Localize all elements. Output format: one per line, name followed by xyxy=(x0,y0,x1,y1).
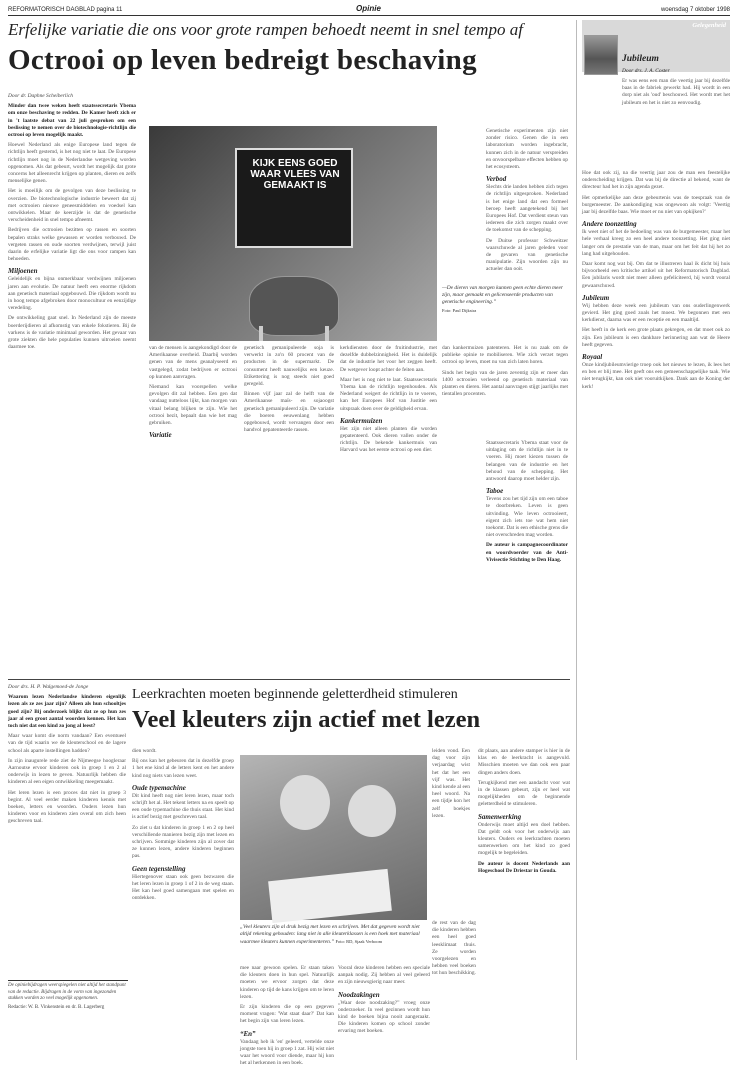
subhead-en: “En” xyxy=(240,1029,256,1038)
paragraph: De ontwikkeling gaat snel. In Nederland zijn de meeste boerderijdieren al afkomstig van enkele fokstieren. Bij de varkens is de variatie minimaal geworden. Het gevaar van grote ziekten die hele populaties kunnen uitroeien neemt daarmee toe. xyxy=(8,315,136,351)
paragraph: Bij ons kan het gebeuren dat in dezelfde groep 1 het ene kind al de letters kent en het andere kind nog niets van lezen weet. xyxy=(132,758,234,779)
paragraph: Vooral deze kinderen hebben een speciale aanpak nodig. Zij hebben al veel geleerd en zijn nieuwsgierig naar meer. xyxy=(338,965,430,986)
paragraph: Zo ziet u dat kinderen in groep 1 en 2 op heel verschillende manieren bezig zijn met lezen en schrijven. Sommige kinderen zijn al zover dat ze kunnen lezen, andere kinderen beginnen pas. xyxy=(132,824,234,860)
article2-photo xyxy=(240,755,427,920)
paragraph: Binnen vijf jaar zal de helft van de Amerikaanse maïs- en sojaoogst genetisch gemanipuleerd zijn. De variatie die boeren eeuwenlang hebben opgebouwd, wordt vervangen door een handvol gepatenteerde rassen. xyxy=(244,391,334,434)
child-head xyxy=(280,775,330,830)
pig-legs xyxy=(259,326,329,341)
subhead-miljoenen: Miljoenen xyxy=(8,267,38,276)
photo-credit: Foto: Paul Dijkstra xyxy=(442,307,477,313)
sidebar-column xyxy=(582,20,730,1060)
paragraph: Het heeft in de kerk een grote plaats gekregen, en dat moet ook zo zijn. Een jubileum is een dankbare herinnering aan wat de Heere heeft gegeven. xyxy=(582,327,730,348)
article2-headline: Veel kleuters zijn actief met lezen xyxy=(132,706,481,733)
caption-text: —De dieren van morgen kunnen geen echte dieren meer zijn, maar gemaakt en gelicenseerde producten van genetische engineering.” xyxy=(442,285,563,306)
paragraph: Tevens zou het tijd zijn om een taboe te doorbreken. Leven is geen uitvinding. Wie leven octrooieert, eigent zich iets toe wat hem niet toekomt. Dat is een ethische grens die niet overschreden mag worden. xyxy=(486,496,568,539)
book xyxy=(268,869,392,923)
paragraph: Slechts drie landen hebben zich tegen de richtlijn uitgesproken. Nederland is het enige land dat een formeel beroep heeft aangetekend bij het Europees Hof. Dat verdient steun van iedereen die zich zorgen maakt over de toekomst van de schepping. xyxy=(486,184,568,234)
article2-photo-caption xyxy=(240,924,428,947)
paragraph: Ik weet niet of het de bedoeling was van de burgemeester, maar het hele verhaal kreeg zo een heel andere toonzetting. Het ging niet langer om de prestatie van de man, maar om het feit dat hij het zo lang had uitgehouden. xyxy=(582,229,730,257)
paragraph: Genetische experimenten zijn niet zonder risico. Genen die in een laboratorium worden ingebracht, kunnen zich in de natuur verspreiden en onvoorspelbare effecten hebben op het ecosysteem. xyxy=(486,128,568,171)
subhead-andere-toonzetting: Andere toonzetting xyxy=(582,220,637,229)
article1-lead: Minder dan twee weken heeft staatssecretaris Ybema om onze beschaving te redden. De Kamer heeft zich er in 't laatste debat van 22 juli gesproken om een beslissing te nemen over de biotechnologie-richtlijn die octrooi op leven mogelijk maakt. xyxy=(8,103,136,139)
sidebar-byline: Door drs. J. A. Coster xyxy=(622,68,670,74)
paragraph: Vandaag heb ik 'en' geleerd, vertelde onze jongste toen hij in groep 1 zat. Hij wist niet waar het woord voor diende, maar hij kon het al herkennen in een boek. xyxy=(240,1038,334,1067)
article1-headline: Octrooi op leven bedreigt beschaving xyxy=(8,44,477,76)
date: woensdag 7 oktober 1998 xyxy=(660,7,730,13)
sidebar-intro xyxy=(622,78,730,178)
article2-column-3 xyxy=(432,748,470,918)
photo-credit: Foto: RD, Sjaak Verboom xyxy=(335,939,383,945)
paragraph: Het zijn niet alleen planten die worden gepatenteerd. Ook dieren vallen onder de richtlijn. De bekende kankermuis van Harvard was het eerste octrooi op een dier. xyxy=(340,425,437,454)
article2-column-4 xyxy=(240,965,335,1067)
paragraph: De Duitse professor Schweitzer waarschuwde al jaren geleden voor de gevaren van genetische manipulatie. Zijn woorden zijn nu actueler dan ooit. xyxy=(486,237,568,273)
paragraph: Onze kindjubileumvierige troep ook het nieuws te lezen, ik lees het en ben er blij mee. Het geeft ons een gemeenschappelijke taak. Wie niet terugkijkt, kan ook niet vooruitkijken. Dank aan de Koning der kerk! xyxy=(582,362,730,390)
paragraph: mee naar gewoon spelen. Er staan taken die kleuters doen in hun spel. Natuurlijk moeten we ervoor zorgen dat deze kinderen op tijd de kans krijgen om te leren lezen. xyxy=(240,965,335,1000)
paragraph: Het leren lezen is een proces dat niet in groep 3 begint. Al veel eerder maken kinderen kennis met boeken, letters en woorden. Ouders lezen hun kinderen voor en kinderen zien overal om zich heen geschreven taal. xyxy=(8,789,126,825)
sign-text: KIJK EENS GOED WAAR VLEES VAN GEMAAKT IS xyxy=(250,158,340,191)
author-note: De auteur is campagnecoordinator en woordvoerder van de Anti-Vivisectie Stichting te Den Haag. xyxy=(486,542,568,563)
caption-text: „Veel kleuters zijn al druk bezig met lezen en schrijven. Met dat gegeven wordt niet altijd rekening gehouden: lang niet in alle kleuterklassen is een hoek met materiaal waarmee kleuters kunnen experimenteren.” xyxy=(240,924,420,946)
paragraph: van de mensen is aangekondigd door de Amerikaanse overheid. Daarbij worden genen van de mens geanalyseerd en vastgelegd, zodat bedrijven er octrooi op kunnen aanvragen. xyxy=(149,345,237,380)
sidebar-title: Jubileum xyxy=(622,54,659,64)
paragraph: Staatssecretaris Ybema staat voor de uitdaging om de richtlijn niet in te voeren. Hij moet kiezen tussen de belangen van de industrie en het behoud van de schepping. Het antwoord daarop moet helder zijn. xyxy=(486,440,568,483)
paragraph: Maar het is nog niet te laat. Staatssecretaris Ybema kan de richtlijn tegenhouden. Als Nederland weigert de richtlijn in te voeren, kan het Europees Hof van Justitie een uitspraak doen over de geldigheid ervan. xyxy=(340,376,437,412)
article1-column-1 xyxy=(8,93,136,673)
article1-column-7 xyxy=(486,440,568,675)
paragraph: kerkdiensten door de fruitindustrie, met dezelfde dubbelzinnigheid. Het is duidelijk dat de industrie het voor het zeggen heeft. De wetgever loopt achter de feiten aan. xyxy=(340,345,437,373)
article1-photo-caption xyxy=(442,285,570,315)
article1-column-6 xyxy=(486,128,568,278)
article2-column-3b xyxy=(338,965,430,1060)
article2-lead: Waarom lezen Nederlandse kinderen eigenlijk lezen als ze zes jaar zijn? Alleen als hun schooltjes goed zijn? Bij onderzoek blijkt dat ze op hun zes jaar al een groot aantal woorden kennen. Het kan toch niet dat een kind zo jong al leest? xyxy=(8,694,126,730)
paragraph: Niemand kan voorspellen welke gevolgen dit zal hebben. Een gen dat vandaag nutteloos lijkt, kan morgen van vitaal belang blijken te zijn. Wie het octrooi bezit, bepaalt dan wie het mag gebruiken. xyxy=(149,384,237,427)
paragraph: de rest van de dag die kinderen hebben een heel goed leesklimaat thuis. Ze worden voorgelezen en hebben veel boeken tot hun beschikking. xyxy=(432,920,476,977)
article1-column-2 xyxy=(149,345,237,675)
paragraph: Geleidelijk en bijna onmerkbaar verdwijnen miljoenen jaren aan evolutie. De natuur heeft een enorme rijkdom aan genetisch materiaal opgebouwd. Die rijkdom wordt nu in hoog tempo afgebroken door monocultuur en eenzijdige veredeling. xyxy=(8,276,136,312)
paragraph: Hoewel Nederland als enige Europese land tegen de richtlijn heeft gestemd, is het nog niet te laat. De Europese richtlijn moet nog in de Nederlandse wetgeving worden opgenomen. Als dat gebeurt, wordt het mogelijk dat grote concerns het alleenrecht krijgen op planten, dieren en zelfs menselijke genen. xyxy=(8,142,136,185)
paragraph: Bedrijven die octrooien bezitten op rassen en soorten bepalen straks welke gewassen er worden verbouwd. De vergeten rassen en oude soorten verdwijnen, terwijl juist daarin de erfelijke variatie ligt die ons voor rampen kan behoeden. xyxy=(8,227,136,263)
paragraph: Het opmerkelijke aan deze gebeurtenis was de toespraak van de burgemeester. De aankondiging was ongewoon als volgt: 'Veertig jaar bij dezelfde baas. Wie moet er nu niet van opkijken?' xyxy=(582,194,730,216)
paragraph: genetisch gemanipuleerde soja is verwerkt in zo'n 60 procent van de producten in de supermarkt. De consument heeft nauwelijks een keuze. Etikettering is nog steeds niet goed geregeld. xyxy=(244,345,334,388)
paragraph: leiden vond. Een dag voor zijn verjaardag wist het dat het een vijf was. Het kind kende al een heel woord. Na een tijdje kon het zelf boekjes lezen. xyxy=(432,748,470,819)
article2-column-2 xyxy=(132,748,234,1058)
subhead-samenwerking: Samenwerking xyxy=(478,812,522,821)
paragraph: Er was eens een man die veertig jaar bij dezelfde baas in de fabriek gewerkt had. Hij wordt in een dorp niet als 'oud' beschouwd. Het wordt met het jubileum en het is niet zo eenvoudig. xyxy=(622,78,730,106)
article2-kicker: Leerkrachten moeten beginnende geletterdheid stimuleren xyxy=(132,687,458,702)
article2-byline: Door drs. H. P. Walgemoed-de Jonge xyxy=(8,684,89,690)
paragraph: Onderwijs moet altijd een doel hebben. Dat geldt ook voor het onderwijs aan kleuters. Ouders en leerkrachten moeten samenwerken om het kind zo goed mogelijk te begeleiden. xyxy=(478,821,570,857)
paragraph: Hiertegenover staan ook geen bezwaren die het leren lezen in groep 1 of 2 in de weg staan. Het kan heel goed samengaan met spelen en ontdekken. xyxy=(132,873,234,902)
article1-column-4 xyxy=(340,345,437,675)
article1-photo xyxy=(149,126,437,341)
subhead-jubileum: Jubileum xyxy=(582,293,610,302)
article1-byline: Door dr. Daphne Scheiberlich xyxy=(8,93,73,99)
column-divider xyxy=(576,20,577,1060)
paragraph: Er zijn kinderen die op een gegeven moment vragen: 'Wat staat daar?' Dat kan het begin zijn van leren lezen. xyxy=(240,1004,334,1025)
footnote-editors: Redactie: W. B. Vinkenstein en dr. B. Lagerberg xyxy=(8,1004,105,1010)
subhead-taboe: Taboe xyxy=(486,487,504,496)
page-header xyxy=(8,5,730,16)
paragraph: Dit kind heeft nog niet leren lezen, maar toch schrijft het al. Het tekent letters na en speelt op een oude typemachine die thuis staat. Het kind is actief bezig met geschreven taal. xyxy=(132,792,234,821)
paragraph: Daar komt nog wat bij. Om dat te illustreren haal ik dicht bij huis bijvoorbeeld een kritische artikel uit het Reformatorisch Dagblad. Een jubilaris wordt niet meer alleen gefeliciteerd, hij wordt vooral gewaarschuwd. xyxy=(582,261,730,289)
paragraph: In zijn inaugurele rede ziet de Nijmeegse hoogleraar Aarnoutse ervoor kinderen ook in groep 1 en 2 al onderwijs in lezen te geven. Natuurlijk hebben die kinderen al een eigen ontwikkeling meegemaakt. xyxy=(8,757,126,786)
section-title: Opinie xyxy=(356,4,381,13)
article1-column-3 xyxy=(244,345,334,675)
sidebar-tag: Gelegenheid xyxy=(692,22,726,29)
paragraph: Wij hebben deze week een jubileum van ons ouderlingenwerk gevierd. Het ging goed zoals het moest. We begonnen met een kerkdienst, daarna was er een receptie en een maaltijd. xyxy=(582,302,730,324)
paragraph: Sinds het begin van de jaren zeventig zijn er meer dan 1400 octrooien verleend op genetisch materiaal van planten en dieren. Het aantal aanvragen stijgt jaarlijks met tientallen procenten. xyxy=(442,369,568,398)
paragraph: dit plaats, aan andere stamper is hier in de klas en de leerkracht is aangevuld. Misschien moeten we dan ook een paar dingen anders doen. xyxy=(478,748,570,776)
article2-column-5 xyxy=(478,748,570,1058)
paragraph: Hoe dat ook zij, na die veertig jaar zou de man een feestelijke onderscheiding krijgen. Dat was bij de directie al bekend, want de directeur had het in zijn agenda gezet. xyxy=(582,170,730,191)
child-head xyxy=(348,785,396,837)
article2-column-1 xyxy=(8,684,126,974)
subhead-kankermuizen: Kankermuizen xyxy=(340,416,383,425)
masthead-left: REFORMATORISCH DAGBLAD pagina 11 xyxy=(8,7,123,13)
paragraph: „Waar deze noodzaking?” vroeg onze onderzoeker. In veel gezinnen wordt hun kind de boeken bijna nooit aangeraakt. Die kinderen komen op school zonder ervaring met boeken. xyxy=(338,999,430,1035)
subhead-variatie: Variatie xyxy=(149,431,172,440)
article1-kicker: Erfelijke variatie die ons voor grote rampen behoedt neemt in snel tempo af xyxy=(8,20,523,39)
paragraph: dien wordt. xyxy=(132,748,157,754)
subhead-noodzakingen: Noodzakingen xyxy=(338,990,380,999)
paragraph: Het is moeilijk om de gevolgen van deze beslissing te overzien. De biotechnologische industrie beweert dat zij met octrooien nieuwe geneesmiddelen en voedsel kan ontwikkelen. Maar de keerzijde is dat de genetische verscheidenheid in snel tempo afneemt. xyxy=(8,188,136,224)
footnote-text: De opiniebijdragen weerspiegelen niet altijd het standpunt van de redactie. Bijdragen in de vorm van ingezonden stukken worden zo veel mogelijk opgenomen. xyxy=(8,983,126,1001)
article-divider xyxy=(8,679,570,680)
subhead-royaal: Royaal xyxy=(582,353,603,362)
protest-sign xyxy=(235,148,353,248)
sidebar-body xyxy=(582,170,730,1060)
paragraph: Maar waar komt die norm vandaan? Een eventueel van de tijd waarin we de kleuterschool en de lagere school als aparte instellingen hadden? xyxy=(8,733,126,754)
paragraph: Terugkijkend met een aandacht voor wat in de klassen gebeurt, zijn er heel wat mogelijkheden om de beginnende geletterdheid te stimuleren. xyxy=(478,779,570,808)
subhead-oude-typemachine: Oude typemachine xyxy=(132,783,186,792)
article2-column-3c xyxy=(432,920,476,1060)
author-note: De auteur is docent Nederlands aan Hogeschool De Driestar in Gouda. xyxy=(478,860,570,874)
subhead-verbod: Verbod xyxy=(486,175,507,184)
paragraph: dan kankermuizen patenteren. Het is nu zaak om de publieke opinie te mobiliseren. Wie zich verzet tegen octrooi op leven, moet nu van zich laten horen. xyxy=(442,345,568,366)
editorial-footnote xyxy=(8,980,128,1011)
subhead-geen-tegenstelling: Geen tegenstelling xyxy=(132,864,186,873)
author-portrait xyxy=(584,35,618,75)
